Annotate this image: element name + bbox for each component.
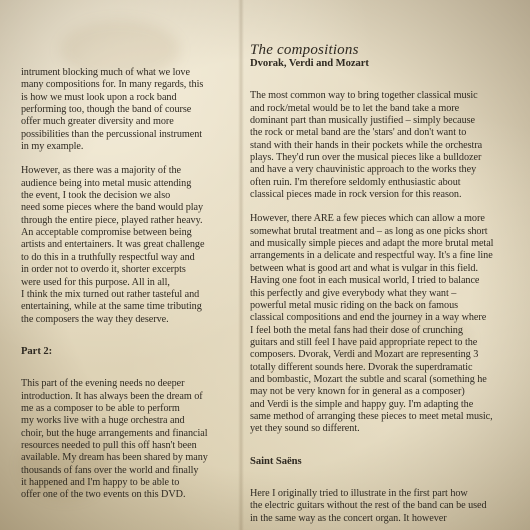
text-line: available. My dream has been shared by many	[21, 452, 208, 464]
text-line: artists and entertainers. It was great challenge	[21, 239, 205, 251]
text-line: in my example.	[21, 141, 84, 153]
text-line: I think the mix turned out rather tasteful and	[21, 288, 200, 300]
text-line: plays. They'd run over the musical pieces like a bulldozer	[250, 152, 482, 164]
text-line: The most common way to bring together classical music	[250, 90, 478, 102]
text-line: guitars and still feel I have paid appropriate repect to the	[250, 336, 478, 348]
right-paragraph-2	[250, 213, 512, 435]
text-line: I feel both the metal fans had their dose of crunching	[250, 324, 463, 336]
text-line: Having one foot in each musical world, I tried to balance	[250, 275, 480, 287]
text-line: audience being into metal music attending	[21, 177, 192, 189]
text-line: the composers the way they deserve.	[21, 313, 169, 325]
text-line: my works live with a huge orchestra and	[21, 415, 185, 427]
text-line: and bombastic, Mozart the subtle and scaral (something he	[250, 373, 487, 385]
left-paragraph-3	[21, 378, 233, 501]
text-line: However, there ARE a few pieces which can allow a more	[250, 213, 485, 225]
text-line: the event, I took the decision we also	[21, 190, 171, 202]
text-line: choir, but the huge arrangements and financial	[21, 427, 208, 439]
section-title: The compositions	[250, 42, 359, 58]
text-line: in order not to overdo it, shorter excerpts	[21, 264, 186, 276]
text-line: intrument blocking much of what we love	[21, 67, 190, 78]
text-line: Here I originally tried to illustrate in the first part how	[250, 487, 468, 499]
text-line: However, as there was a majority of the	[21, 165, 182, 177]
text-line: offer much greater diversity and more	[21, 116, 174, 128]
text-line: entertaining, while at the same time tributing	[21, 301, 202, 313]
text-line: the rock or metal band are the 'stars' and don't want to	[250, 127, 467, 139]
text-line: stand with their hands in their pockets while the orchestra	[250, 139, 483, 151]
text-line: dominant part than musically justified – simply because	[250, 115, 476, 127]
text-line: classical compositions and end the journey in a way where	[250, 312, 487, 324]
left-column	[21, 67, 233, 502]
text-line: same method of arranging these pieces to meet metal music,	[250, 410, 493, 422]
text-line: somewhat brutal treatment and – as long as one picks short	[250, 225, 488, 237]
text-line: performing too, though the band of course	[21, 104, 192, 116]
text-line: An acceptable compromise between being	[21, 227, 192, 239]
right-column	[250, 42, 512, 525]
text-line: offer one of the two events on this DVD.	[21, 489, 186, 501]
text-line: and Verdi is the simple and happy guy. I'm adapting the	[250, 398, 474, 410]
right-paragraph-3	[250, 488, 512, 525]
text-line: possibilities than the percussional instrument	[21, 128, 203, 140]
text-line: me as a composer to be able to perform	[21, 402, 180, 414]
text-line: resources needed to pull this off hasn't been	[21, 439, 197, 451]
text-line: often ruin. I'm therefore seldomly enthusiastic about	[250, 176, 461, 188]
text-line: yet they sound so different.	[250, 423, 360, 435]
text-line: between what is good art and what is vulgar in this field.	[250, 262, 478, 274]
text-line: in the same way as the concert organ. It however	[250, 512, 447, 524]
text-line: this perfectly and give everybody what they want –	[250, 287, 457, 299]
text-line: composers. Dvorak, Verdi and Mozart are representing 3	[250, 349, 479, 361]
text-line: thousands of fans over the world and finally	[21, 464, 199, 476]
subheading-saint-saens: Saint Saëns	[250, 455, 302, 467]
right-paragraph-1	[250, 90, 512, 201]
text-line: and have a very chauvinistic approach to the works they	[250, 164, 477, 176]
text-line: through the entire piece, played rather heavy.	[21, 214, 203, 226]
text-line: it happened and I'm happy to be able to	[21, 476, 180, 488]
text-line: introduction. It has always been the dream of	[21, 390, 203, 402]
text-line: the electric guitars without the rest of the band can be used	[250, 500, 487, 512]
subheading-dvorak-verdi-mozart: Dvorak, Verdi and Mozart	[250, 58, 369, 69]
text-line: need some pieces where the band would play	[21, 202, 204, 214]
text-line: to do this in a truthfully respectful way and	[21, 251, 195, 263]
text-line: may not be very known for in general as a composer)	[250, 386, 465, 398]
text-line: many compositions for. In many regards, this	[21, 79, 204, 91]
text-line: powerful metal music riding on the back on famous	[250, 299, 459, 311]
part-2-heading: Part 2:	[21, 345, 53, 357]
text-line: and rock/metal would be to let the band take a more	[250, 102, 460, 114]
text-line: totally different sounds here. Dvorak the superdramatic	[250, 361, 473, 373]
text-line: classical pieces made in rock version for this reason.	[250, 189, 462, 201]
page-fold	[238, 0, 244, 530]
left-paragraph-1	[21, 67, 233, 153]
text-line: and musically simple pieces and adapt the more brutal metal	[250, 238, 494, 250]
left-paragraph-2	[21, 165, 233, 325]
text-line: were used for this purpose. All in all,	[21, 276, 170, 288]
text-line: is how we must look upon a rock band	[21, 91, 177, 103]
text-line: arrangements in a delicate and respectful way. It's a fine line	[250, 250, 493, 262]
text-line: This part of the evening needs no deeper	[21, 378, 185, 390]
